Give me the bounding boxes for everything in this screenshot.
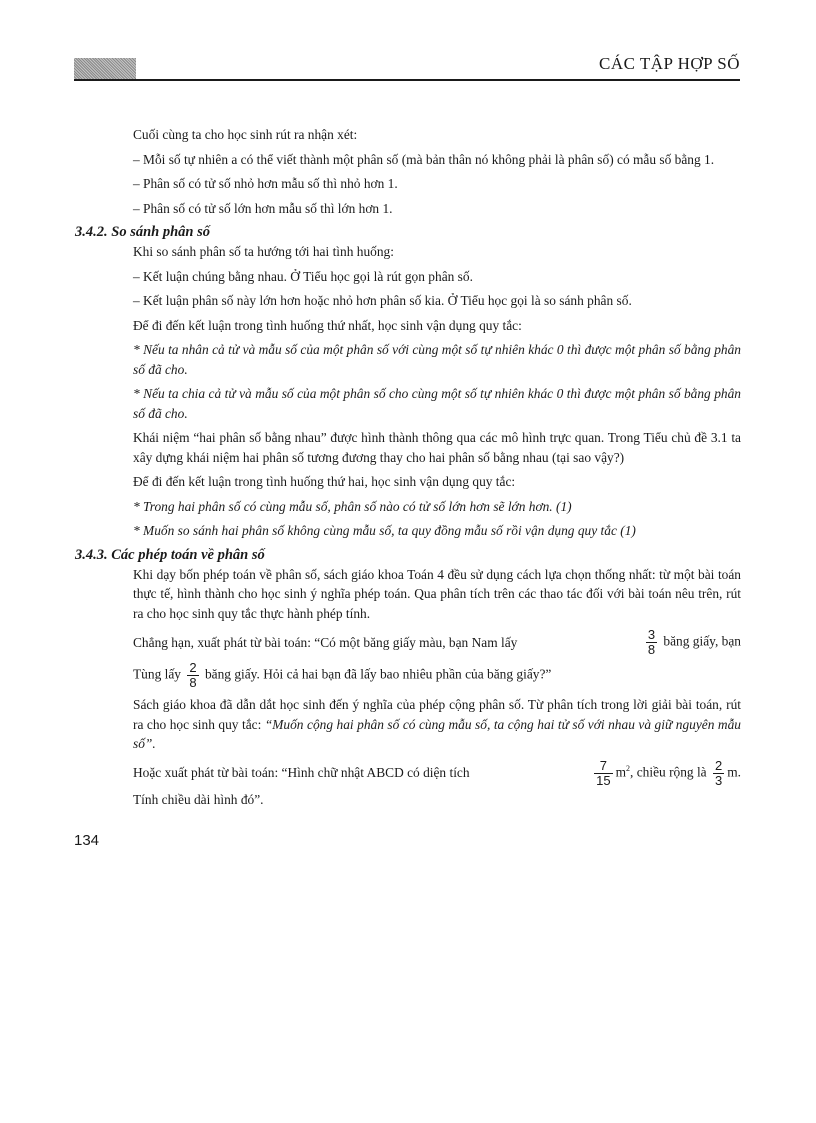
denominator: 15 xyxy=(596,772,611,788)
paragraph: Để đi đến kết luận trong tình huống thứ nhất, học sinh vận dụng quy tắc: xyxy=(133,317,522,333)
text-run-with-fractions xyxy=(591,759,741,788)
denominator: 8 xyxy=(189,675,197,690)
paragraph: Khi dạy bốn phép toán về phân số, sách giáo khoa Toán 4 đều sử dụng cách lựa chọn thống nhất: từ một bài toán thực tế, hình thành cho học sinh ý nghĩa phép toán. Qua phân tích trên các thao tác đối với bài toán nêu trên, rút ra cho học sinh quy tắc thực hành phép tính. xyxy=(133,566,741,621)
example-1 xyxy=(75,628,741,690)
intro-item: – Mỗi số tự nhiên a có thể viết thành một phân số (mà bản thân nó không phải là phân số) có mẫu số bằng 1. xyxy=(133,151,715,167)
text-run: băng giấy. Hỏi cả hai bạn đã lấy bao nhiêu phần của băng giấy?” xyxy=(204,666,552,682)
section-heading-342: 3.4.2. So sánh phân số xyxy=(75,224,210,240)
unit: m xyxy=(615,764,627,780)
paragraph: Để đi đến kết luận trong tình huống thứ hai, học sinh vận dụng quy tắc: xyxy=(133,474,516,489)
intro-lead: Cuối cùng ta cho học sinh rút ra nhận xét: xyxy=(133,127,358,142)
denominator: 3 xyxy=(715,772,723,788)
numerator: 3 xyxy=(647,627,656,642)
rule-text: * Nếu ta chia cả tử và mẫu số của một phân số cho cùng một số tự nhiên khác 0 thì được một phân số bằng phân số đã cho. xyxy=(133,386,741,421)
header-decoration xyxy=(74,58,136,80)
rule-text: * Muốn so sánh hai phân số không cùng mẫu số, ta quy đồng mẫu số rồi vận dụng quy tắc (1) xyxy=(133,523,636,538)
unit-exponent: 2 xyxy=(626,763,631,773)
page-body xyxy=(75,125,741,809)
text-run: Chẳng hạn, xuất phát từ bài toán: “Có một băng giấy màu, bạn Nam lấy xyxy=(133,634,518,650)
example-1-line-1 xyxy=(133,628,741,657)
text-run: , chiều rộng là xyxy=(630,764,707,780)
example-2-line-1 xyxy=(133,759,741,788)
paragraph xyxy=(75,695,741,754)
fraction xyxy=(594,759,612,788)
running-header: CÁC TẬP HỢP SỐ xyxy=(599,54,740,73)
rule-text: * Nếu ta nhân cả tử và mẫu số của một phân số với cùng một số tự nhiên khác 0 thì được một phân số bằng phân số đã cho. xyxy=(133,342,741,377)
text-run: Sách giáo khoa đã dẫn dắt học sinh đến ý nghĩa của phép cộng phân số. Từ phân tích trong lời giải bài toán, rút ra cho học sinh quy tắc: xyxy=(133,697,741,732)
text-run-with-fraction xyxy=(643,628,741,657)
header-rule xyxy=(74,79,740,81)
numerator: 2 xyxy=(189,660,197,675)
denominator: 8 xyxy=(647,642,656,657)
page-number: 134 xyxy=(74,832,100,849)
intro-item: – Phân số có tử số lớn hơn mẫu số thì lớn hơn 1. xyxy=(133,200,393,216)
dash-item: – Kết luận phân số này lớn hơn hoặc nhỏ hơn phân số kia. Ở Tiểu học gọi là so sánh phân số. xyxy=(133,293,632,308)
fraction xyxy=(646,628,657,657)
example-2 xyxy=(75,759,741,810)
fraction xyxy=(713,759,724,788)
paragraph: Khi so sánh phân số ta hướng tới hai tình huống: xyxy=(133,244,394,259)
rule-text: * Trong hai phân số có cùng mẫu số, phân số nào có tử số lớn hơn sẽ lớn hơn. (1) xyxy=(133,498,572,514)
text-run: băng giấy, bạn xyxy=(663,633,741,649)
dash-item: – Kết luận chúng bằng nhau. Ở Tiểu học gọi là rút gọn phân số. xyxy=(133,268,473,284)
example-1-line-2 xyxy=(133,661,741,690)
section-heading-343: 3.4.3. Các phép toán về phân số xyxy=(75,546,265,563)
intro-item: – Phân số có tử số nhỏ hơn mẫu số thì nhỏ hơn 1. xyxy=(133,176,398,191)
fraction xyxy=(187,661,198,690)
text-run: Tùng lấy xyxy=(133,666,181,682)
rule-quote: “Muốn cộng hai phân số có cùng mẫu số, ta cộng hai tử số với nhau và giữ nguyên mẫu số”. xyxy=(133,716,741,751)
numerator: 2 xyxy=(715,757,723,773)
numerator: 7 xyxy=(594,759,612,774)
text-run: m. xyxy=(727,764,741,780)
paragraph: Khái niệm “hai phân số bằng nhau” được hình thành thông qua các mô hình trực quan. Trong Tiểu chủ đề 3.1 ta xây dựng khái niệm hai phân số tương đương thay cho hai phân số bằng nhau (tại sao vậy?) xyxy=(133,430,741,465)
example-2-line-2: Tính chiều dài hình đó”. xyxy=(133,791,264,807)
text-run: Hoặc xuất phát từ bài toán: “Hình chữ nhật ABCD có diện tích xyxy=(133,765,470,781)
